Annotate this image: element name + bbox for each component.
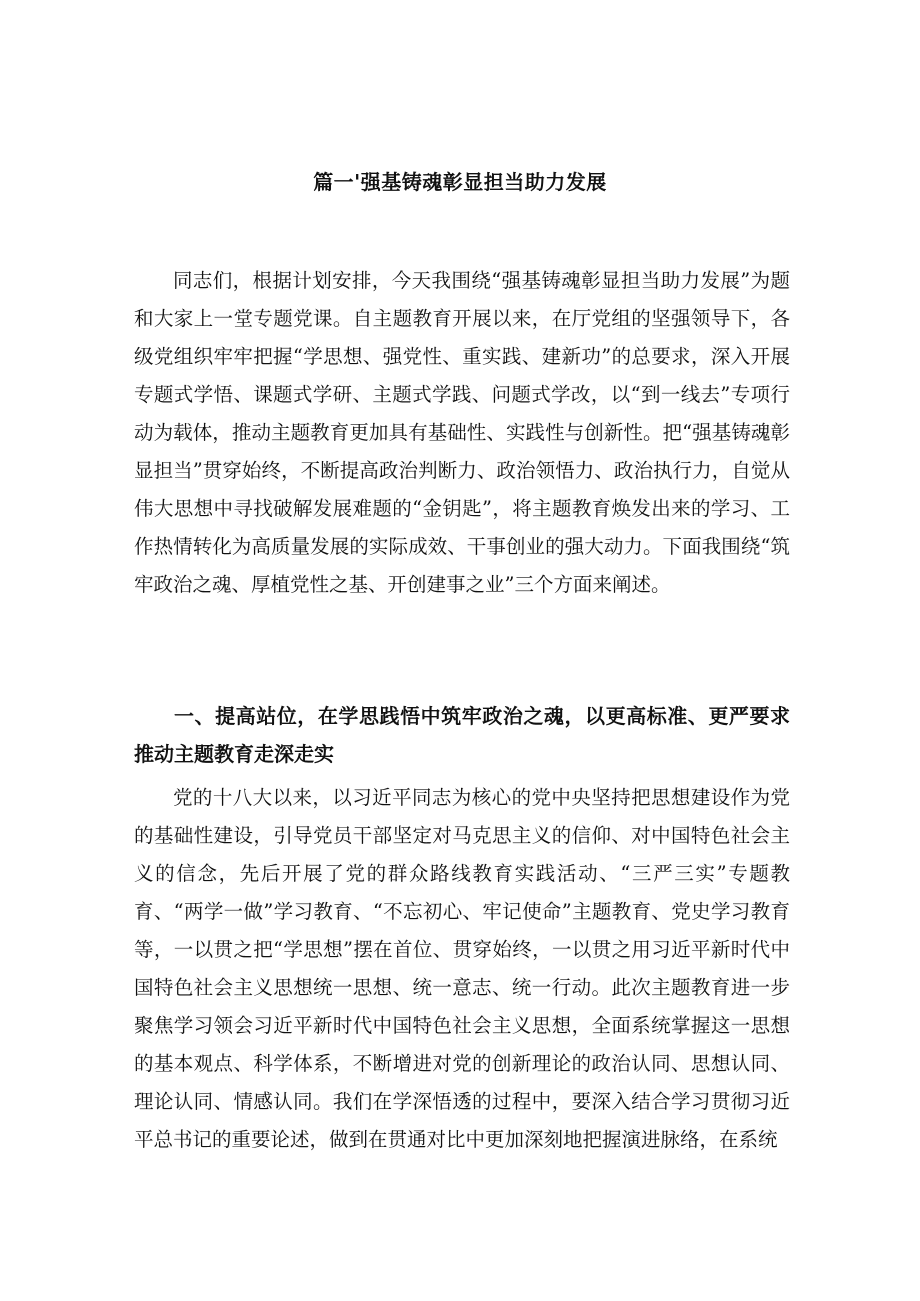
section-heading: 一、提高站位，在学思践悟中筑牢政治之魂，以更高标准、更严要求推动主题教育走深走实: [134, 704, 790, 766]
intro-paragraph: 同志们，根据计划安排，今天我围绕“强基铸魂彰显担当助力发展”为题和大家上一堂专题党课。自主题教育开展以来，在厅党组的坚强领导下，各级党组织牢牢把握“学思想、强党性、重实践、建新功”的总要求，深入开展专题式学悟、课题式学研、主题式学践、问题式学改，以“到一线去”专项行动为载体，推动主题教育更加具有基础性、实践性与创新性。把“强基铸魂彰显担当”贯穿始终，不断提高政治判断力、政治领悟力、政治执行力，自觉从伟大思想中寻找破解发展难题的“金钥匙”，将主题教育焕发出来的学习、工作热情转化为高质量发展的实际成效、干事创业的强大动力。下面我围绕“筑牢政治之魂、厚植党性之基、开创建事之业”三个方面来阐述。: [134, 269, 790, 596]
section-paragraph: 党的十八大以来，以习近平同志为核心的党中央坚持把思想建设作为党的基础性建设，引导党员干部坚定对马克思主义的信仰、对中国特色社会主义的信念，先后开展了党的群众路线教育实践活动、“三严三实”专题教育、“两学一做”学习教育、“不忘初心、牢记使命”主题教育、党史学习教育等，一以贯之把“学思想”摆在首位、贯穿始终，一以贯之用习近平新时代中国特色社会主义思想统一思想、统一意志、统一行动。此次主题教育进一步聚焦学习领会习近平新时代中国特色社会主义思想，全面系统掌握这一思想的基本观点、科学体系，不断增进对党的创新理论的政治认同、思想认同、理论认同、情感认同。我们在学深悟透的过程中，要深入结合学习贯彻习近平总书记的重要论述，做到在贯通对比中更加深刻地把握演进脉络，在系统: [134, 786, 790, 1151]
document-title: 篇一'强基铸魂彰显担当助力发展: [313, 170, 607, 194]
